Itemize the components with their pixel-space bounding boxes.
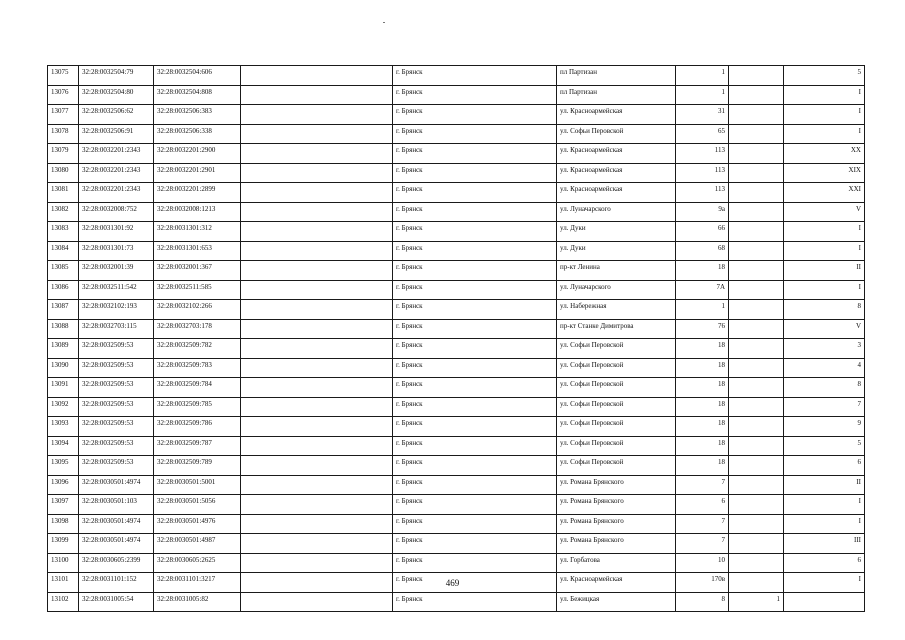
object-cadastral-number-cell: 32:28:0032201:2900 [154,144,241,164]
building-cell [729,495,784,515]
row-number-cell: 13075 [48,66,79,86]
empty-cell [241,436,393,456]
row-number-cell: 13099 [48,534,79,554]
cadastral-number-cell: 32:28:0032506:62 [79,105,154,125]
street-cell: ул. Романа Брянского [557,534,676,554]
cadastral-number-cell: 32:28:0032008:752 [79,202,154,222]
house-number-cell: 66 [676,222,729,242]
city-cell: г. Брянск [393,300,557,320]
house-number-cell: 113 [676,144,729,164]
premises-number-cell: I [784,241,865,261]
object-cadastral-number-cell: 32:28:0030501:4987 [154,534,241,554]
house-number-cell: 8 [676,592,729,612]
premises-number-cell: I [784,124,865,144]
premises-number-cell: V [784,202,865,222]
building-cell [729,261,784,281]
street-cell: ул. Романа Брянского [557,475,676,495]
street-cell: ул. Дуки [557,222,676,242]
table-row [48,436,865,456]
premises-number-cell: I [784,514,865,534]
premises-number-cell: I [784,105,865,125]
house-number-cell: 65 [676,124,729,144]
object-cadastral-number-cell: 32:28:0031005:82 [154,592,241,612]
empty-cell [241,514,393,534]
object-cadastral-number-cell: 32:28:0032509:785 [154,397,241,417]
street-cell: ул. Луначарского [557,202,676,222]
row-number-cell: 13081 [48,183,79,203]
street-cell: ул. Дуки [557,241,676,261]
table-row [48,222,865,242]
object-cadastral-number-cell: 32:28:0032509:784 [154,378,241,398]
house-number-cell: 7 [676,514,729,534]
row-number-cell: 13101 [48,573,79,593]
row-number-cell: 13076 [48,85,79,105]
cadastral-number-cell: 32:28:0030501:4974 [79,534,154,554]
table-row [48,358,865,378]
street-cell: пл Партизан [557,66,676,86]
premises-number-cell [784,592,865,612]
street-cell: ул. Красноармейская [557,105,676,125]
registry-rows [48,66,865,612]
empty-cell [241,144,393,164]
street-cell: ул. Красноармейская [557,183,676,203]
premises-number-cell: I [784,573,865,593]
empty-cell [241,339,393,359]
cadastral-number-cell: 32:28:0032506:91 [79,124,154,144]
row-number-cell: 13092 [48,397,79,417]
scan-speck [383,22,385,23]
cadastral-number-cell: 32:28:0032201:2343 [79,144,154,164]
house-number-cell: 1 [676,85,729,105]
city-cell: г. Брянск [393,358,557,378]
premises-number-cell: 8 [784,378,865,398]
house-number-cell: 1 [676,300,729,320]
city-cell: г. Брянск [393,319,557,339]
row-number-cell: 13093 [48,417,79,437]
premises-number-cell: 4 [784,358,865,378]
cadastral-number-cell: 32:28:0032509:53 [79,436,154,456]
table-row [48,417,865,437]
table-row [48,183,865,203]
object-cadastral-number-cell: 32:28:0032509:782 [154,339,241,359]
row-number-cell: 13102 [48,592,79,612]
premises-number-cell: XXI [784,183,865,203]
table-row [48,378,865,398]
empty-cell [241,475,393,495]
city-cell: г. Брянск [393,417,557,437]
object-cadastral-number-cell: 32:28:0032509:789 [154,456,241,476]
premises-number-cell: XIX [784,163,865,183]
building-cell [729,202,784,222]
street-cell: ул. Софьи Перовской [557,378,676,398]
row-number-cell: 13087 [48,300,79,320]
building-cell [729,339,784,359]
building-cell [729,183,784,203]
object-cadastral-number-cell: 32:28:0032504:606 [154,66,241,86]
city-cell: г. Брянск [393,241,557,261]
table-row [48,397,865,417]
table-row [48,319,865,339]
house-number-cell: 18 [676,397,729,417]
house-number-cell: 18 [676,339,729,359]
house-number-cell: 113 [676,163,729,183]
premises-number-cell: II [784,261,865,281]
city-cell: г. Брянск [393,514,557,534]
house-number-cell: 7 [676,534,729,554]
street-cell: пл Партизан [557,85,676,105]
street-cell: ул. Красноармейская [557,573,676,593]
building-cell [729,534,784,554]
cadastral-number-cell: 32:28:0032509:53 [79,378,154,398]
street-cell: ул. Луначарского [557,280,676,300]
row-number-cell: 13086 [48,280,79,300]
table-row [48,592,865,612]
cadastral-number-cell: 32:28:0032509:53 [79,339,154,359]
object-cadastral-number-cell: 32:28:0032703:178 [154,319,241,339]
house-number-cell: 10 [676,553,729,573]
city-cell: г. Брянск [393,105,557,125]
building-cell [729,397,784,417]
house-number-cell: 18 [676,378,729,398]
building-cell [729,241,784,261]
object-cadastral-number-cell: 32:28:0031301:312 [154,222,241,242]
table-row [48,85,865,105]
table-row [48,339,865,359]
empty-cell [241,378,393,398]
row-number-cell: 13091 [48,378,79,398]
street-cell: ул. Софьи Перовской [557,124,676,144]
empty-cell [241,456,393,476]
table-row [48,124,865,144]
building-cell [729,358,784,378]
cadastral-number-cell: 32:28:0032102:193 [79,300,154,320]
premises-number-cell: I [784,495,865,515]
street-cell: ул. Романа Брянского [557,495,676,515]
street-cell: ул. Красноармейская [557,163,676,183]
cadastral-number-cell: 32:28:0032504:80 [79,85,154,105]
street-cell: пр-кт Ленина [557,261,676,281]
empty-cell [241,202,393,222]
building-cell [729,514,784,534]
city-cell: г. Брянск [393,534,557,554]
row-number-cell: 13097 [48,495,79,515]
row-number-cell: 13080 [48,163,79,183]
cadastral-number-cell: 32:28:0030605:2399 [79,553,154,573]
object-cadastral-number-cell: 32:28:0032509:787 [154,436,241,456]
premises-number-cell: 9 [784,417,865,437]
building-cell [729,300,784,320]
object-cadastral-number-cell: 32:28:0032001:367 [154,261,241,281]
building-cell [729,105,784,125]
city-cell: г. Брянск [393,397,557,417]
building-cell [729,280,784,300]
house-number-cell: 170в [676,573,729,593]
city-cell: г. Брянск [393,475,557,495]
house-number-cell: 76 [676,319,729,339]
cadastral-number-cell: 32:28:0031101:152 [79,573,154,593]
house-number-cell: 6 [676,495,729,515]
object-cadastral-number-cell: 32:28:0032201:2899 [154,183,241,203]
row-number-cell: 13095 [48,456,79,476]
empty-cell [241,534,393,554]
empty-cell [241,261,393,281]
empty-cell [241,183,393,203]
city-cell: г. Брянск [393,222,557,242]
empty-cell [241,319,393,339]
building-cell: 1 [729,592,784,612]
premises-number-cell: 3 [784,339,865,359]
table-row [48,163,865,183]
row-number-cell: 13083 [48,222,79,242]
city-cell: г. Брянск [393,592,557,612]
object-cadastral-number-cell: 32:28:0030501:4976 [154,514,241,534]
building-cell [729,553,784,573]
premises-number-cell: 6 [784,553,865,573]
empty-cell [241,397,393,417]
city-cell: г. Брянск [393,66,557,86]
table-row [48,202,865,222]
cadastral-number-cell: 32:28:0032509:53 [79,417,154,437]
house-number-cell: 18 [676,358,729,378]
building-cell [729,222,784,242]
object-cadastral-number-cell: 32:28:0032509:786 [154,417,241,437]
house-number-cell: 31 [676,105,729,125]
table-row [48,300,865,320]
row-number-cell: 13090 [48,358,79,378]
building-cell [729,378,784,398]
cadastral-number-cell: 32:28:0031005:54 [79,592,154,612]
object-cadastral-number-cell: 32:28:0032201:2901 [154,163,241,183]
city-cell: г. Брянск [393,378,557,398]
table-row [48,66,865,86]
table-row [48,475,865,495]
empty-cell [241,358,393,378]
empty-cell [241,241,393,261]
object-cadastral-number-cell: 32:28:0032504:808 [154,85,241,105]
house-number-cell: 7А [676,280,729,300]
empty-cell [241,163,393,183]
row-number-cell: 13082 [48,202,79,222]
street-cell: ул. Горбатова [557,553,676,573]
cadastral-number-cell: 32:28:0030501:103 [79,495,154,515]
cadastral-number-cell: 32:28:0032504:79 [79,66,154,86]
page-number: 469 [445,578,460,588]
street-cell: ул. Романа Брянского [557,514,676,534]
row-number-cell: 13096 [48,475,79,495]
table-row [48,534,865,554]
building-cell [729,66,784,86]
object-cadastral-number-cell: 32:28:0032008:1213 [154,202,241,222]
house-number-cell: 18 [676,417,729,437]
object-cadastral-number-cell: 32:28:0031101:3217 [154,573,241,593]
premises-number-cell: 5 [784,66,865,86]
empty-cell [241,66,393,86]
row-number-cell: 13084 [48,241,79,261]
object-cadastral-number-cell: 32:28:0030501:5056 [154,495,241,515]
row-number-cell: 13088 [48,319,79,339]
city-cell: г. Брянск [393,202,557,222]
premises-number-cell: 7 [784,397,865,417]
house-number-cell: 113 [676,183,729,203]
house-number-cell: 68 [676,241,729,261]
table-row [48,514,865,534]
premises-number-cell: 6 [784,456,865,476]
premises-number-cell: V [784,319,865,339]
object-cadastral-number-cell: 32:28:0032506:383 [154,105,241,125]
premises-number-cell: 8 [784,300,865,320]
house-number-cell: 18 [676,456,729,476]
building-cell [729,124,784,144]
premises-number-cell: II [784,475,865,495]
empty-cell [241,280,393,300]
empty-cell [241,124,393,144]
city-cell: г. Брянск [393,85,557,105]
cadastral-number-cell: 32:28:0032509:53 [79,456,154,476]
empty-cell [241,592,393,612]
registry-table [47,65,865,612]
premises-number-cell: I [784,280,865,300]
street-cell: ул. Красноармейская [557,144,676,164]
city-cell: г. Брянск [393,144,557,164]
city-cell: г. Брянск [393,280,557,300]
street-cell: ул. Софьи Перовской [557,417,676,437]
street-cell: ул. Набережная [557,300,676,320]
cadastral-number-cell: 32:28:0032001:39 [79,261,154,281]
row-number-cell: 13079 [48,144,79,164]
building-cell [729,417,784,437]
cadastral-number-cell: 32:28:0031301:92 [79,222,154,242]
premises-number-cell: I [784,222,865,242]
object-cadastral-number-cell: 32:28:0032506:338 [154,124,241,144]
premises-number-cell: III [784,534,865,554]
building-cell [729,319,784,339]
row-number-cell: 13089 [48,339,79,359]
street-cell: ул. Софьи Перовской [557,339,676,359]
city-cell: г. Брянск [393,495,557,515]
street-cell: пр-кт Станке Димитрова [557,319,676,339]
object-cadastral-number-cell: 32:28:0031301:653 [154,241,241,261]
street-cell: ул. Софьи Перовской [557,397,676,417]
cadastral-number-cell: 32:28:0032509:53 [79,358,154,378]
city-cell: г. Брянск [393,553,557,573]
city-cell: г. Брянск [393,124,557,144]
city-cell: г. Брянск [393,436,557,456]
cadastral-number-cell: 32:28:0030501:4974 [79,475,154,495]
row-number-cell: 13100 [48,553,79,573]
row-number-cell: 13094 [48,436,79,456]
cadastral-number-cell: 32:28:0031301:73 [79,241,154,261]
cadastral-number-cell: 32:28:0030501:4974 [79,514,154,534]
city-cell: г. Брянск [393,456,557,476]
table-row [48,144,865,164]
street-cell: ул. Софьи Перовской [557,436,676,456]
table-row [48,280,865,300]
street-cell: ул. Софьи Перовской [557,456,676,476]
object-cadastral-number-cell: 32:28:0032102:266 [154,300,241,320]
empty-cell [241,553,393,573]
cadastral-number-cell: 32:28:0032201:2343 [79,183,154,203]
city-cell: г. Брянск [393,261,557,281]
premises-number-cell: XX [784,144,865,164]
table-row [48,495,865,515]
building-cell [729,475,784,495]
empty-cell [241,495,393,515]
building-cell [729,436,784,456]
street-cell: ул. Бежицкая [557,592,676,612]
row-number-cell: 13085 [48,261,79,281]
house-number-cell: 9а [676,202,729,222]
city-cell: г. Брянск [393,573,557,593]
building-cell [729,144,784,164]
table-row [48,456,865,476]
city-cell: г. Брянск [393,339,557,359]
row-number-cell: 13078 [48,124,79,144]
building-cell [729,85,784,105]
object-cadastral-number-cell: 32:28:0030605:2625 [154,553,241,573]
object-cadastral-number-cell: 32:28:0032509:783 [154,358,241,378]
empty-cell [241,222,393,242]
cadastral-number-cell: 32:28:0032511:542 [79,280,154,300]
table-row [48,261,865,281]
table-row [48,241,865,261]
empty-cell [241,105,393,125]
empty-cell [241,85,393,105]
house-number-cell: 7 [676,475,729,495]
premises-number-cell: 5 [784,436,865,456]
building-cell [729,163,784,183]
row-number-cell: 13077 [48,105,79,125]
empty-cell [241,300,393,320]
city-cell: г. Брянск [393,163,557,183]
premises-number-cell: I [784,85,865,105]
house-number-cell: 18 [676,261,729,281]
building-cell [729,456,784,476]
street-cell: ул. Софьи Перовской [557,358,676,378]
table-row [48,105,865,125]
cadastral-number-cell: 32:28:0032201:2343 [79,163,154,183]
row-number-cell: 13098 [48,514,79,534]
city-cell: г. Брянск [393,183,557,203]
object-cadastral-number-cell: 32:28:0032511:585 [154,280,241,300]
cadastral-number-cell: 32:28:0032509:53 [79,397,154,417]
empty-cell [241,417,393,437]
house-number-cell: 1 [676,66,729,86]
table-row [48,553,865,573]
cadastral-number-cell: 32:28:0032703:115 [79,319,154,339]
object-cadastral-number-cell: 32:28:0030501:5001 [154,475,241,495]
house-number-cell: 18 [676,436,729,456]
